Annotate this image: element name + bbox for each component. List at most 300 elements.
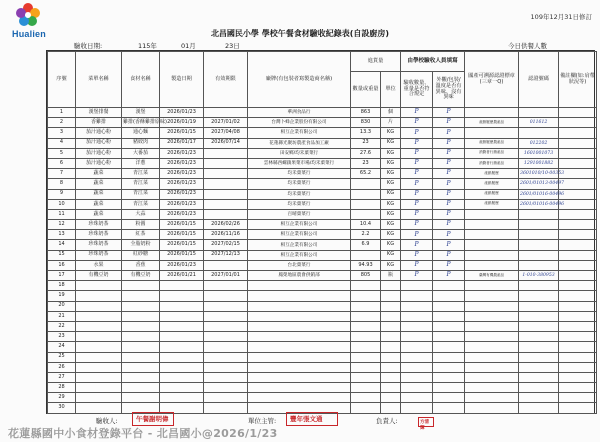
cell-check <box>401 311 433 321</box>
cell-cert-no <box>519 108 559 118</box>
table-row <box>48 301 597 311</box>
cell-cert-no <box>519 342 559 352</box>
cell-check: P <box>401 108 433 118</box>
table-row <box>48 199 597 209</box>
cell-no: 23 <box>48 332 76 342</box>
cell-pack: P <box>433 271 465 281</box>
cell-brand: 相互企業有限公司 <box>248 128 351 138</box>
cell-remark <box>559 220 597 230</box>
cell-remark <box>559 403 597 413</box>
table-row <box>48 393 597 403</box>
cell-pack <box>433 291 465 301</box>
revision-date: 109年12月31日修訂 <box>530 13 592 21</box>
cell-unit <box>381 291 401 301</box>
cell-cert <box>465 260 519 270</box>
cell-remark <box>559 352 597 362</box>
cell-brand: 相互企業有限公司 <box>248 230 351 240</box>
cell-cert <box>465 281 519 291</box>
cell-item: 全脂奶粉 <box>122 240 160 250</box>
table-row <box>48 220 597 230</box>
cell-pack <box>433 362 465 372</box>
cell-no: 2 <box>48 118 76 128</box>
cell-cert: 產銷履歷 <box>465 189 519 199</box>
cell-item: 青江菜 <box>122 179 160 189</box>
cell-no: 24 <box>48 342 76 352</box>
cell-unit: KG <box>381 138 401 148</box>
cell-item: 雞排(香酥雞排原味) <box>122 118 160 128</box>
table-row <box>48 189 597 199</box>
cell-exp <box>204 179 248 189</box>
cell-mfg <box>160 393 204 403</box>
cell-exp <box>204 403 248 413</box>
cell-menu: 有機豆奶 <box>76 271 122 281</box>
cell-cert-no <box>519 281 559 291</box>
cell-brand: 台灣卜蜂企業股份有限公司 <box>248 118 351 128</box>
cell-check: P <box>401 179 433 189</box>
cell-menu: 蔬菜 <box>76 169 122 179</box>
cell-unit: KG <box>381 169 401 179</box>
cell-unit <box>381 403 401 413</box>
cell-unit: 片 <box>381 118 401 128</box>
cell-item <box>122 372 160 382</box>
cell-no: 15 <box>48 250 76 260</box>
cell-remark <box>559 260 597 270</box>
cell-exp: 2026/11/16 <box>204 230 248 240</box>
cell-cert-no <box>519 362 559 372</box>
cell-mfg: 2026/01/23 <box>160 179 204 189</box>
cell-remark <box>559 362 597 372</box>
col-ingredient: 食材名稱 <box>122 52 160 108</box>
cell-check <box>401 383 433 393</box>
cell-item <box>122 383 160 393</box>
cell-exp <box>204 158 248 168</box>
cell-qty <box>351 199 381 209</box>
cell-menu: 蔬菜 <box>76 209 122 219</box>
cell-brand: 田安鄉/均禾菓菜行 <box>248 148 351 158</box>
cell-qty: 6.9 <box>351 240 381 250</box>
cell-cert <box>465 250 519 260</box>
cell-brand <box>248 383 351 393</box>
cell-cert-no <box>519 403 559 413</box>
cell-remark <box>559 271 597 281</box>
cell-unit <box>381 301 401 311</box>
cell-brand <box>248 301 351 311</box>
cell-item: 青江菜 <box>122 199 160 209</box>
cell-no: 10 <box>48 199 76 209</box>
cell-menu <box>76 362 122 372</box>
cell-pack: P <box>433 199 465 209</box>
cell-qty: 27.6 <box>351 148 381 158</box>
cell-brand: 相互企業有限公司 <box>248 250 351 260</box>
cell-menu: 漢堡排餐 <box>76 108 122 118</box>
cell-exp <box>204 281 248 291</box>
cell-cert-no: 2601/01016-00496 <box>519 189 559 199</box>
cell-exp <box>204 291 248 301</box>
table-row <box>48 362 597 372</box>
cell-unit <box>381 352 401 362</box>
cell-exp <box>204 148 248 158</box>
cell-cert <box>465 108 519 118</box>
col-menu: 菜單名稱 <box>76 52 122 108</box>
cell-qty <box>351 250 381 260</box>
cell-pack: P <box>433 158 465 168</box>
table-row <box>48 158 597 168</box>
cell-check: P <box>401 209 433 219</box>
cell-brand: 均禾菓菜行 <box>248 179 351 189</box>
cell-brand: 均禾菓菜行 <box>248 169 351 179</box>
cell-check: P <box>401 220 433 230</box>
cell-menu <box>76 342 122 352</box>
table-row <box>48 372 597 382</box>
cell-unit: KG <box>381 260 401 270</box>
cell-no: 25 <box>48 352 76 362</box>
inspect-date-label: 驗收日期: <box>74 42 103 50</box>
cell-mfg <box>160 342 204 352</box>
col-supply-group: 進貨量 <box>351 52 401 72</box>
cell-pack <box>433 281 465 291</box>
cell-remark <box>559 179 597 189</box>
cell-qty: 2.2 <box>351 230 381 240</box>
cell-check: P <box>401 199 433 209</box>
inspection-table <box>47 51 597 414</box>
col-expiry: 有效期限 <box>204 52 248 108</box>
cell-exp: 2026/07/14 <box>204 138 248 148</box>
cell-remark <box>559 372 597 382</box>
cell-check: P <box>401 148 433 158</box>
table-row <box>48 108 597 118</box>
cell-cert-no <box>519 250 559 260</box>
cell-exp <box>204 260 248 270</box>
cell-menu: 茄汁通心粉 <box>76 128 122 138</box>
cell-no: 17 <box>48 271 76 281</box>
cell-unit <box>381 342 401 352</box>
col-qty: 數量或重量 <box>351 72 381 108</box>
cell-cert-no <box>519 301 559 311</box>
col-inspect-group: 由學校驗收人員填寫 <box>401 52 465 72</box>
cell-remark <box>559 342 597 352</box>
cell-mfg: 2026/01/19 <box>160 118 204 128</box>
cell-exp <box>204 332 248 342</box>
cell-mfg: 2026/01/21 <box>160 271 204 281</box>
cell-pack: P <box>433 108 465 118</box>
cell-exp: 2027/01/02 <box>204 118 248 128</box>
cell-item: 紅茶 <box>122 230 160 240</box>
cell-pack: P <box>433 240 465 250</box>
cell-remark <box>559 158 597 168</box>
table-row <box>48 179 597 189</box>
cell-cert: 產銷履歷 <box>465 169 519 179</box>
cell-remark <box>559 321 597 331</box>
cell-pack: P <box>433 209 465 219</box>
cell-remark <box>559 281 597 291</box>
cell-cert <box>465 230 519 240</box>
cell-mfg <box>160 301 204 311</box>
cell-pack <box>433 301 465 311</box>
cell-brand <box>248 311 351 321</box>
cell-no: 19 <box>48 291 76 301</box>
cell-menu: 蔬菜 <box>76 189 122 199</box>
cell-brand: 台北菓菜行 <box>248 260 351 270</box>
cell-mfg: 2026/01/23 <box>160 199 204 209</box>
cell-exp <box>204 199 248 209</box>
cell-menu <box>76 372 122 382</box>
cell-mfg <box>160 332 204 342</box>
cell-brand <box>248 393 351 403</box>
cell-qty <box>351 383 381 393</box>
cell-brand <box>248 352 351 362</box>
cell-remark <box>559 383 597 393</box>
cell-pack <box>433 403 465 413</box>
cell-mfg: 2026/01/23 <box>160 158 204 168</box>
cell-no: 7 <box>48 169 76 179</box>
cell-cert-no <box>519 393 559 403</box>
cell-cert-no: 011612 <box>519 118 559 128</box>
col-cert-no: 認證號碼 <box>519 52 559 108</box>
cell-no: 29 <box>48 393 76 403</box>
cell-item: 豬絞肉 <box>122 138 160 148</box>
cell-cert-no: 2601/01013-00497 <box>519 179 559 189</box>
cell-item: 大蒜 <box>122 209 160 219</box>
cell-item <box>122 291 160 301</box>
cell-check <box>401 342 433 352</box>
cell-menu <box>76 311 122 321</box>
cell-pack <box>433 311 465 321</box>
cell-pack <box>433 352 465 362</box>
responsible-stamp: 方清輝 <box>418 417 434 427</box>
table-row <box>48 230 597 240</box>
cell-brand <box>248 372 351 382</box>
cell-mfg <box>160 311 204 321</box>
cell-menu <box>76 332 122 342</box>
cell-cert: 臺灣有機農產品 <box>465 271 519 281</box>
cell-item <box>122 311 160 321</box>
cell-exp: 2027/12/13 <box>204 250 248 260</box>
cell-mfg <box>160 383 204 393</box>
table-row <box>48 332 597 342</box>
cell-cert-no <box>519 291 559 301</box>
col-cert: 國產可溯源認證標章(三章一Q) <box>465 52 519 108</box>
cell-item: 有機豆奶 <box>122 271 160 281</box>
cell-cert-no <box>519 128 559 138</box>
responsible-label: 負責人: <box>376 417 398 425</box>
table-row <box>48 281 597 291</box>
cell-remark <box>559 291 597 301</box>
cell-unit <box>381 393 401 403</box>
cell-cert-no <box>519 209 559 219</box>
cell-menu: 蔬菜 <box>76 179 122 189</box>
cell-cert <box>465 220 519 230</box>
col-mfg-date: 製造日期 <box>160 52 204 108</box>
cell-remark <box>559 250 597 260</box>
cell-menu: 茄汁通心粉 <box>76 138 122 148</box>
cell-menu: 蔬菜 <box>76 199 122 209</box>
cell-brand <box>248 362 351 372</box>
cell-cert <box>465 362 519 372</box>
cell-remark <box>559 128 597 138</box>
cell-qty: 23 <box>351 158 381 168</box>
cell-pack: P <box>433 179 465 189</box>
cell-cert-no <box>519 372 559 382</box>
platform-watermark: 花蓮縣國中小食材登錄平台 - 北昌國小@2026/1/23 <box>8 427 278 440</box>
cell-remark <box>559 393 597 403</box>
cell-check: P <box>401 260 433 270</box>
cell-cert <box>465 372 519 382</box>
logo-text: Hualien <box>12 29 46 39</box>
cell-check: P <box>401 138 433 148</box>
table-row <box>48 291 597 301</box>
table-row <box>48 250 597 260</box>
cell-qty: 805 <box>351 271 381 281</box>
cell-check: P <box>401 271 433 281</box>
cell-exp <box>204 169 248 179</box>
cell-pack: P <box>433 189 465 199</box>
cell-remark <box>559 311 597 321</box>
cell-exp <box>204 342 248 352</box>
table-row <box>48 128 597 138</box>
col-remark: 備註欄(如:肩帶狀況等) <box>559 52 597 108</box>
cell-brand: 花蓮縣光聚坊農產食品加工廠 <box>248 138 351 148</box>
cell-cert: 產銷履歷農產品 <box>465 138 519 148</box>
cell-item <box>122 301 160 311</box>
cell-mfg <box>160 321 204 331</box>
cell-cert-no <box>519 240 559 250</box>
cell-check: P <box>401 118 433 128</box>
cell-pack: P <box>433 230 465 240</box>
cell-pack: P <box>433 138 465 148</box>
cell-menu: 香雞排 <box>76 118 122 128</box>
table-row <box>48 342 597 352</box>
cell-unit: 個 <box>381 108 401 118</box>
cell-unit: KG <box>381 230 401 240</box>
cell-item: 粉圓 <box>122 220 160 230</box>
cell-qty <box>351 321 381 331</box>
cell-mfg: 2026/01/23 <box>160 169 204 179</box>
cell-exp: 2027/04/08 <box>204 128 248 138</box>
cell-no: 27 <box>48 372 76 382</box>
cell-qty <box>351 311 381 321</box>
cell-cert: 產銷履歷 <box>465 179 519 189</box>
cell-exp <box>204 393 248 403</box>
cell-remark <box>559 138 597 148</box>
cell-menu: 珍珠奶茶 <box>76 230 122 240</box>
cell-qty: 863 <box>351 108 381 118</box>
cell-menu <box>76 281 122 291</box>
cell-brand: 相互企業有限公司 <box>248 220 351 230</box>
cell-check <box>401 393 433 403</box>
cell-brand <box>248 291 351 301</box>
cell-no: 4 <box>48 138 76 148</box>
cell-cert: 產銷履歷 <box>465 199 519 209</box>
table-row <box>48 271 597 281</box>
cell-qty: 94.93 <box>351 260 381 270</box>
cell-exp <box>204 189 248 199</box>
cell-qty <box>351 301 381 311</box>
supply-count-label: 今日供餐人數 <box>508 42 547 50</box>
inspector-label: 驗收人: <box>96 417 118 425</box>
table-row <box>48 138 597 148</box>
cell-brand: 均禾菓菜行 <box>248 189 351 199</box>
cell-qty <box>351 209 381 219</box>
cell-cert <box>465 291 519 301</box>
cell-check <box>401 291 433 301</box>
cell-pack: P <box>433 148 465 158</box>
cell-mfg: 2026/01/15 <box>160 220 204 230</box>
cell-mfg <box>160 372 204 382</box>
cell-brand: 華洲食品行 <box>248 108 351 118</box>
cell-item: 青江菜 <box>122 189 160 199</box>
cell-no: 22 <box>48 321 76 331</box>
cell-cert <box>465 342 519 352</box>
cell-no: 18 <box>48 281 76 291</box>
cell-check <box>401 301 433 311</box>
cell-mfg: 2026/01/23 <box>160 260 204 270</box>
cell-exp: 2026/02/26 <box>204 220 248 230</box>
cell-menu: 珍珠奶茶 <box>76 240 122 250</box>
cell-menu: 珍珠奶茶 <box>76 220 122 230</box>
cell-remark <box>559 118 597 128</box>
cell-cert-no <box>519 260 559 270</box>
cell-unit <box>381 332 401 342</box>
cell-menu <box>76 352 122 362</box>
cell-brand <box>248 281 351 291</box>
cell-cert <box>465 321 519 331</box>
table-row <box>48 311 597 321</box>
cell-unit <box>381 362 401 372</box>
cell-no: 3 <box>48 128 76 138</box>
cell-remark <box>559 108 597 118</box>
col-brand: 廠牌(有包裝者寫製造商名稱) <box>248 52 351 108</box>
table-row <box>48 148 597 158</box>
cell-check: P <box>401 128 433 138</box>
cell-cert <box>465 301 519 311</box>
cell-mfg: 2026/01/23 <box>160 148 204 158</box>
cell-pack: P <box>433 118 465 128</box>
cell-menu: 水果 <box>76 260 122 270</box>
inspection-table-frame <box>46 50 595 414</box>
cell-brand: 相互企業有限公司 <box>248 240 351 250</box>
cell-unit: KG <box>381 199 401 209</box>
cell-mfg <box>160 362 204 372</box>
cell-mfg <box>160 352 204 362</box>
cell-check <box>401 332 433 342</box>
cell-remark <box>559 332 597 342</box>
cell-pack <box>433 321 465 331</box>
cell-pack: P <box>433 250 465 260</box>
cell-pack: P <box>433 260 465 270</box>
cell-qty <box>351 372 381 382</box>
cell-mfg: 2026/01/15 <box>160 128 204 138</box>
cell-qty <box>351 291 381 301</box>
cell-unit: KG <box>381 220 401 230</box>
cell-qty <box>351 342 381 352</box>
cell-mfg: 2026/01/23 <box>160 209 204 219</box>
cell-cert <box>465 393 519 403</box>
cell-item: 大番茄 <box>122 148 160 158</box>
cell-exp <box>204 311 248 321</box>
cell-mfg: 2026/01/15 <box>160 240 204 250</box>
col-inspect-check: 驗收數量、重量是否符合規定 <box>401 72 433 108</box>
col-unit: 單位 <box>381 72 401 108</box>
table-row <box>48 169 597 179</box>
cell-no: 5 <box>48 148 76 158</box>
cell-no: 20 <box>48 301 76 311</box>
col-seq: 序號 <box>48 52 76 108</box>
cell-cert-no <box>519 230 559 240</box>
cell-cert-no: 3601010/10-00353 <box>519 169 559 179</box>
supervisor-stamp: 豐年張文通 <box>286 412 338 426</box>
cell-item: 通心麵 <box>122 128 160 138</box>
inspector-stamp: 午餐謝明偉 <box>132 412 174 426</box>
